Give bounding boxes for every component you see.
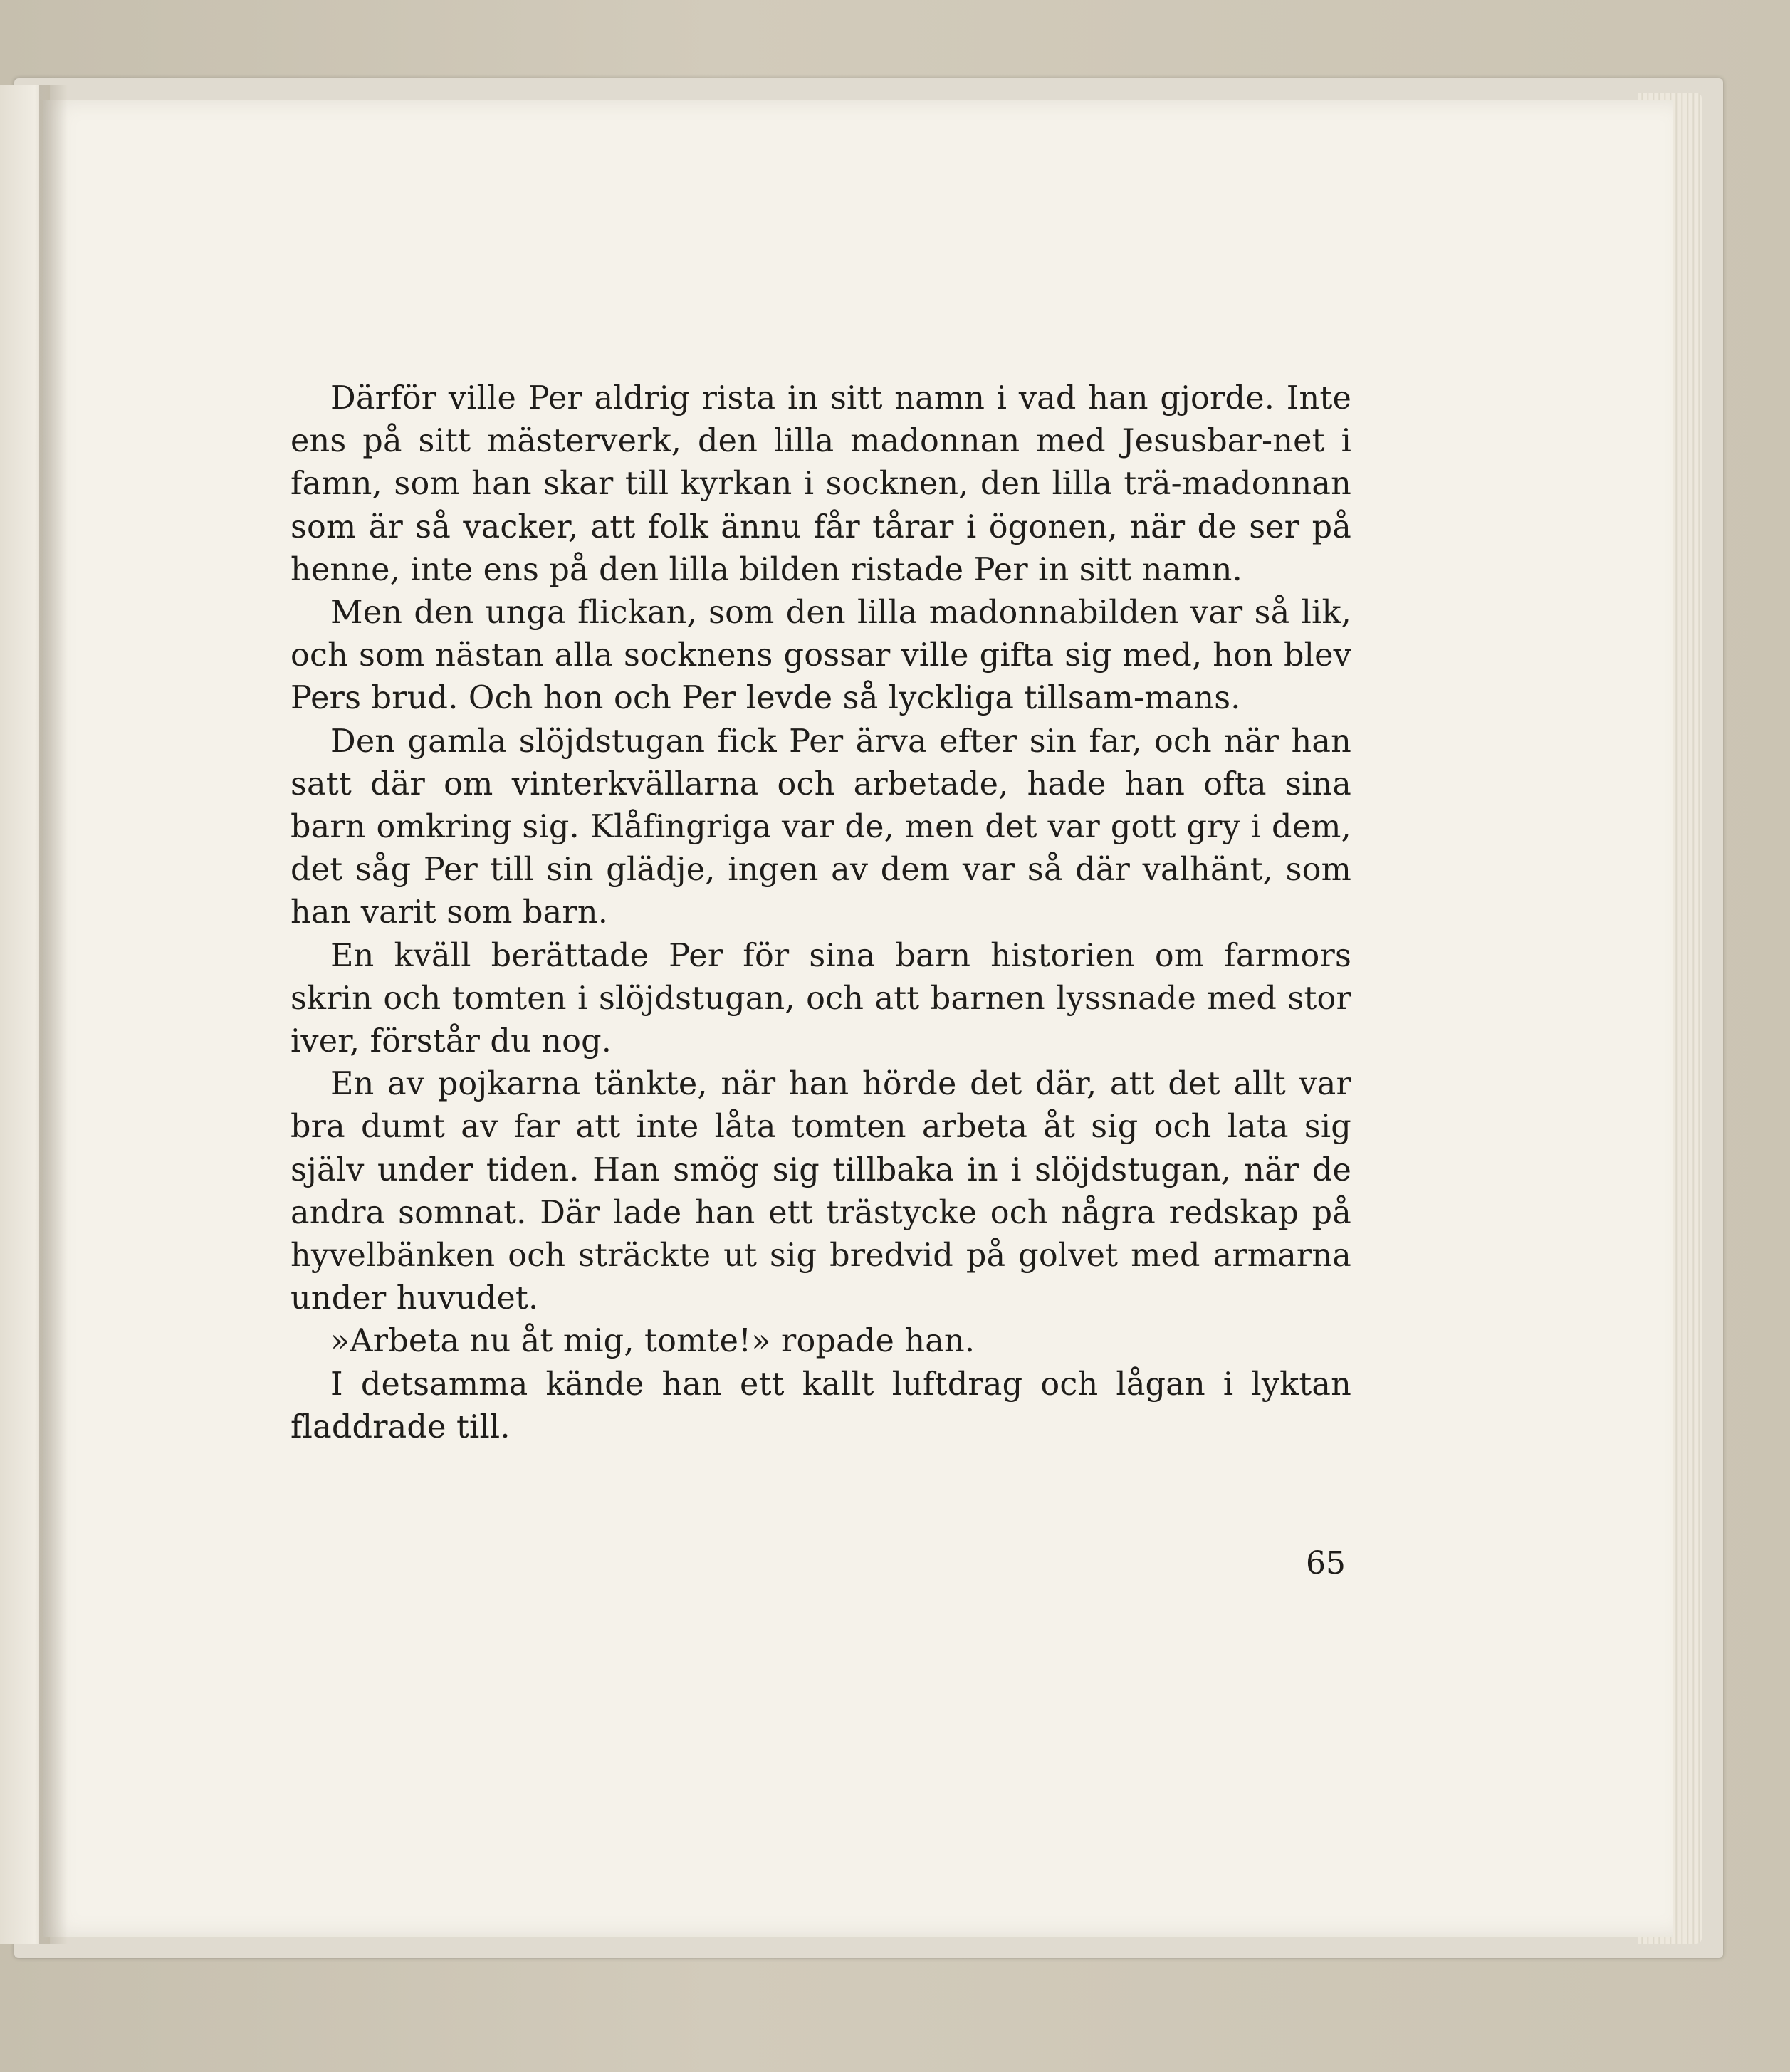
paragraph-4: En kväll berättade Per för sina barn historien om farmors skrin och tomten i slöjdstugan, och att barnen lyssnade med stor iver, förstår du nog. — [291, 937, 1351, 1060]
paragraph-5: En av pojkarna tänkte, när han hörde det där, att det allt var bra dumt av far att inte låta tomten arbeta åt sig och lata sig själv under tiden. Han smög sig tillbaka in i slöjdstugan, när de andra somnat. Där lade han ett trästycke och några redskap på hyvelbänken och sträckte ut sig bredvid på golvet med armarna under huvudet. — [291, 1066, 1351, 1317]
spine-shadow — [39, 85, 68, 1944]
paragraph-3: Den gamla slöjdstugan fick Per ärva efter sin far, och när han satt där om vinterkvällarna och arbetade, hade han ofta sina barn omkring sig. Klåfingriga var de, men det var gott gry i dem, det såg Per till sin glädje, ingen av dem var så där valhänt, som han varit som barn. — [291, 723, 1351, 931]
paragraph-6: »Arbeta nu åt mig, tomte!» ropade han. — [330, 1323, 975, 1360]
book-page — [43, 100, 1673, 1937]
paragraph-7: I detsamma kände han ett kallt luftdrag och lågan i lyktan fladdrade till. — [291, 1366, 1351, 1445]
body-text — [291, 377, 1351, 1449]
paragraph-1: Därför ville Per aldrig rista in sitt namn i vad han gjorde. Inte ens på sitt mästerverk, den lilla madonnan med Jesusbar-net i famn, som han skar till kyrkan i socknen, den lilla trä-madonnan som är så vacker, att folk ännu får tårar i ögonen, när de ser på henne, inte ens på den lilla bilden ristade Per in sitt namn. — [291, 380, 1351, 588]
page-number: 65 — [1306, 1545, 1346, 1581]
paragraph-2: Men den unga flickan, som den lilla madonnabilden var så lik, och som nästan alla socknens gossar ville gifta sig med, hon blev Pers brud. Och hon och Per levde så lyckliga tillsam-mans. — [291, 595, 1351, 717]
